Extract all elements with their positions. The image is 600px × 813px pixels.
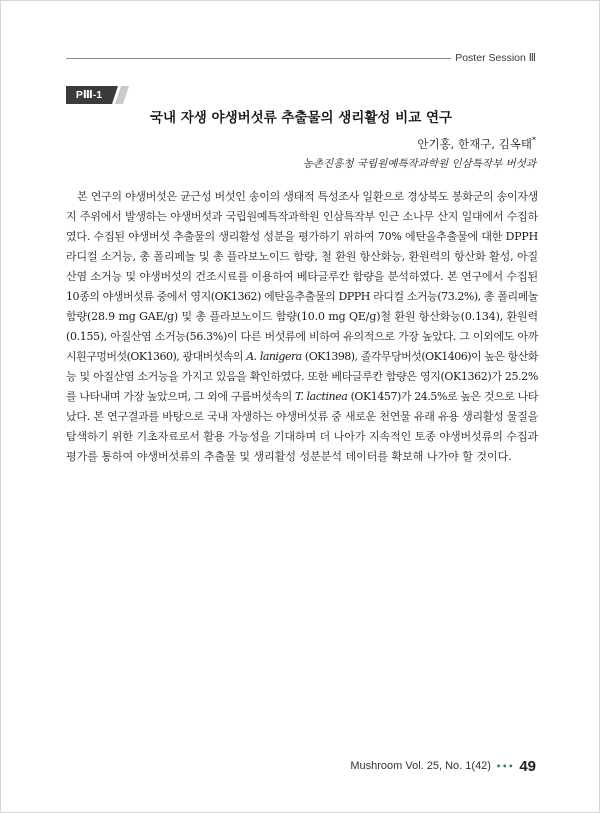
author-affiliation: 농촌진흥청 국립원예특작과학원 인삼특작부 버섯과 xyxy=(302,158,536,170)
page-header xyxy=(66,51,536,65)
species-name-italic: T. lactinea xyxy=(295,390,348,403)
abstract-text: 탐색하기 위한 기초자료로서 활용 가능성을 기대하며 더 나아가 지속적인 토종 야생버섯류의 수집과 xyxy=(66,430,538,443)
journal-citation: Mushroom Vol. 25, No. 1(42) xyxy=(350,760,491,772)
poster-code-badge xyxy=(66,86,130,104)
abstract-text: 였다. 수집된 야생버섯 추출물의 생리활성 성분을 평가하기 위하여 70% 에탄올추출물에 대한 DPPH xyxy=(66,230,538,243)
species-name-italic: A. lanigera xyxy=(246,350,302,363)
abstract-text: (OK1457)가 24.5%로 높은 것으로 나타 xyxy=(347,390,539,403)
abstract-text: (0.155), 아질산염 소거능(56.3%)이 다른 버섯류에 비하여 유의적으로 가장 높았다. 그 이외에도 아까 xyxy=(66,330,538,343)
abstract-line xyxy=(66,187,538,207)
abstract-text: 시흰구멍버섯(OK1360), 광대버섯속의 xyxy=(66,350,247,363)
header-rule xyxy=(66,58,451,59)
abstract-text: 함량(28.9 mg GAE/g) 및 총 플라보노이드 함량(10.0 mg QE/g)철 환원 항산화능(0.134), 환원력 xyxy=(66,310,538,323)
abstract-text: 평가를 통하여 야생버섯류의 추출물 및 생리활성 성분분석 데이터를 확보해 나가야 할 것이다. xyxy=(66,450,512,463)
abstract-line xyxy=(66,287,538,307)
abstract-title: 국내 자생 야생버섯류 추출물의 생리활성 비교 연구 xyxy=(149,110,453,126)
session-label: Poster Session Ⅲ xyxy=(455,52,536,64)
abstract-line xyxy=(66,387,538,407)
abstract-text: 본 연구의 야생버섯은 균근성 버섯인 송이의 생태적 특성조사 일환으로 경상북도 봉화군의 송이자생 xyxy=(77,190,538,203)
author-list xyxy=(417,136,536,152)
abstract-text: (OK1398), 졸각무당버섯(OK1406)이 높은 항산화 xyxy=(301,350,538,363)
poster-code: PⅢ-1 xyxy=(75,89,103,101)
page-number: 49 xyxy=(519,757,536,775)
abstract-text: 10종의 야생버섯류 중에서 영지(OK1362) 에탄올추출물의 DPPH 라디컬 소거능(73.2%), 총 폴리페놀 xyxy=(66,290,538,303)
abstract-line xyxy=(66,327,538,347)
corresponding-author-mark: * xyxy=(532,136,536,145)
abstract-line xyxy=(66,347,538,367)
abstract-text: 지 주위에서 발생하는 야생버섯과 국립원예특작과학원 인삼특작부 인근 소나무 산지 일대에서 수집하 xyxy=(66,210,538,223)
abstract-body xyxy=(66,187,538,467)
abstract-line xyxy=(66,247,538,267)
abstract-text: 산염 소거능 및 야생버섯의 건조시료를 이용하여 베타글루칸 함량을 분석하였다. 본 연구에서 수집된 xyxy=(66,270,538,283)
abstract-text: 라디컬 소거능, 총 폴리페놀 및 총 플라보노이드 함량, 철 환원 항산화능, 환원력의 항산화 활성, 아질 xyxy=(66,250,538,263)
abstract-line xyxy=(66,227,538,247)
page-footer xyxy=(350,756,536,776)
separator-dots: ••• xyxy=(495,761,515,771)
abstract-line xyxy=(66,267,538,287)
abstract-line xyxy=(66,447,538,467)
author-names: 안기홍, 한재구, 김옥태 xyxy=(417,137,532,151)
abstract-line xyxy=(66,427,538,447)
abstract-text: 났다. 본 연구결과를 바탕으로 국내 자생하는 야생버섯류 중 새로운 천연물 유래 유용 생리활성 물질을 xyxy=(66,410,538,423)
abstract-line xyxy=(66,307,538,327)
abstract-text: 를 나타내며 가장 높았으며, 그 외에 구름버섯속의 xyxy=(66,390,296,403)
abstract-line xyxy=(66,407,538,427)
abstract-line xyxy=(66,367,538,387)
abstract-line xyxy=(66,207,538,227)
abstract-text: 능 및 아질산염 소거능을 가지고 있음을 확인하였다. 또한 베타글루칸 함량은 영지(OK1362)가 25.2% xyxy=(66,370,538,383)
